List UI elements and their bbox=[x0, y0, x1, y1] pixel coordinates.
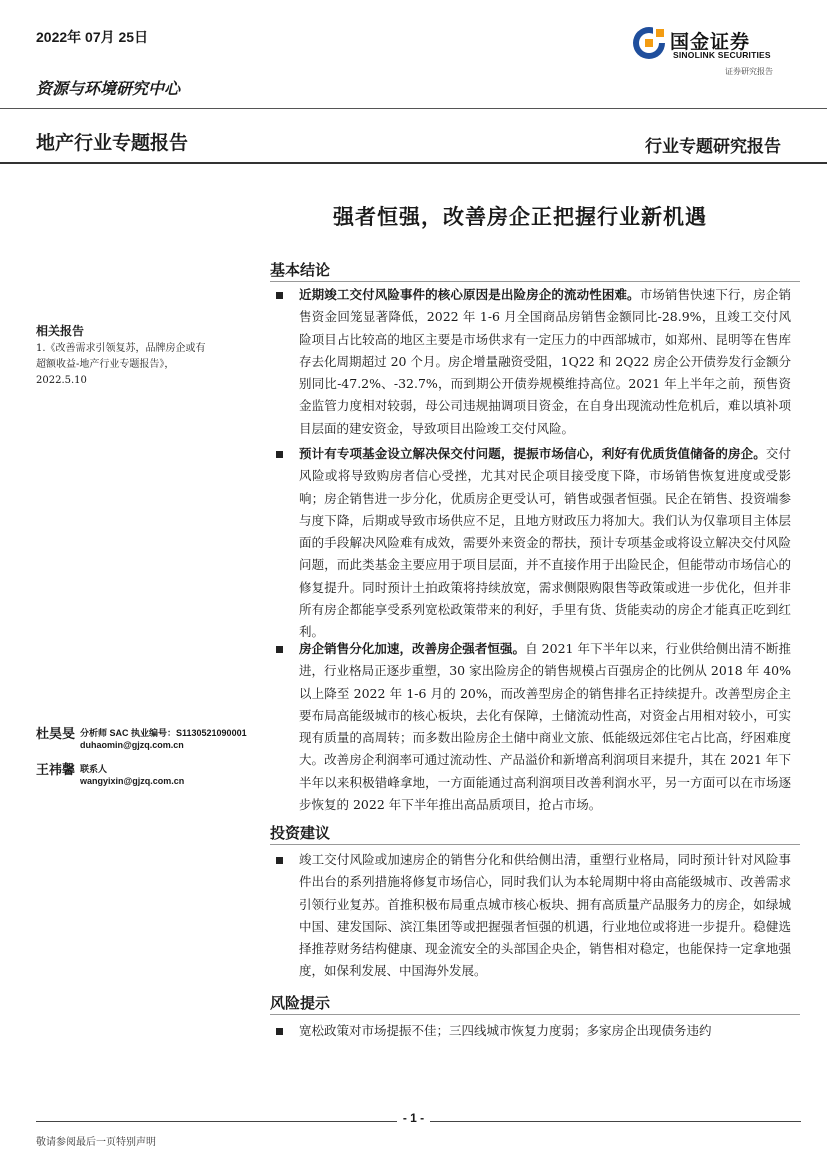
investment-paragraph: 竣工交付风险或加速房企的销售分化和供给侧出清，重塑行业格局，同时预计针对风险事件出台的系列措施将修复市场信心，同时我们认为本轮周期中将由高能级城市、改善需求引领行业复苏。首推积极布局重点城市核心板块、拥有高质量产品服务力的房企，如绿城中国、建发国际、滨江集团等或把握强者恒强的机遇，行业地位或将进一步提升。稳健选择推荐财务结构健康、现金流安全的头部国企央企，销售相对稳定，也能保持一定拿地强度，如保利发展、中国海外发展。 bbox=[299, 852, 791, 979]
report-subtype: 行业专题研究报告 bbox=[645, 137, 781, 157]
bullet-icon bbox=[276, 451, 283, 458]
footer-disclaimer: 敬请参阅最后一页特别声明 bbox=[36, 1137, 156, 1148]
related-report-link[interactable]: 1.《改善需求引领复苏，品牌房企或有超额收益-地产行业专题报告》，2022.5.10 bbox=[36, 343, 206, 386]
investment-heading: 投资建议 bbox=[270, 824, 331, 842]
header-divider bbox=[0, 108, 827, 109]
analyst-name: 杜昊旻 bbox=[36, 727, 76, 742]
bullet-icon bbox=[276, 1028, 283, 1035]
header-rule bbox=[0, 162, 827, 164]
logo-name-cn: 国金证券 bbox=[670, 32, 751, 53]
bullet-icon bbox=[276, 646, 283, 653]
research-center: 资源与环境研究中心 bbox=[36, 79, 181, 98]
conclusion-body: 自 2021 年下半年以来，行业供给侧出清不断推进，行业格局正逐步重塑，30 家出险房企的销售规模占百强房企的比例从 2018 年 40%以上降至 2022 年 1-6 月的 20%，而改善型房企的销售排名正持续提升。改善型房企主要布局高能级城市的核心板块，去化有保障，土储流动性高，对资金占用相对较小，可实现有质量的高周转；而多数出险房企土储中商业文旅、低能级远郊住宅占比高，纾困难度大。改善房企利润率可通过流动性、产品溢价和新增高利润项目来提升，其在 2021 年下半年以来积极错峰拿地，一方面能通过高利润项目改善利润水平，另一方面可以在市场逐步恢复的 2022 年下半年推出高品质项目，抢占市场。 bbox=[299, 641, 791, 813]
analyst-role: 联系人 bbox=[80, 764, 108, 774]
page-number: - 1 - bbox=[397, 1111, 430, 1125]
bullet-icon bbox=[276, 857, 283, 864]
conclusion-lead: 近期竣工交付风险事件的核心原因是出险房企的流动性困难。 bbox=[299, 287, 640, 302]
risk-paragraph: 宽松政策对市场提振不佳；三四线城市恢复力度弱；多家房企出现债务违约 bbox=[299, 1023, 712, 1038]
analyst-role: 分析师 SAC 执业编号：S1130521090001 bbox=[80, 728, 247, 738]
logo-name-en: SINOLINK SECURITIES bbox=[673, 50, 771, 60]
conclusion-paragraph bbox=[299, 638, 791, 816]
report-type: 地产行业专题报告 bbox=[36, 133, 189, 154]
analyst-email[interactable]: wangyixin@gjzq.com.cn bbox=[80, 776, 185, 786]
conclusion-body: 交付风险或将导致购房者信心受挫，尤其对民企项目接受度下降，市场销售恢复进度或受影响；房企销售进一步分化，优质房企更受认可，销售或强者恒强。民企在销售、投资端参与度下降，后期或导致市场供应不足，且地方财政压力将加大。我们认为仅靠项目主体层面的手段解决风险难有成效，需要外来资金的帮扶，预计专项基金或将设立解决交付风险问题，而此类基金主要应用于项目层面，并不直接作用于出险民企，但能带动市场信心的修复提升。同时预计土拍政策将持续放宽，需求侧限购限售等政策或进一步优化，但并非所有房企都能享受系列宽松政策带来的利好，手里有货、货能卖动的房企才能真正吃到红利。 bbox=[299, 446, 791, 640]
risk-heading: 风险提示 bbox=[270, 994, 331, 1012]
analyst-email[interactable]: duhaomin@gjzq.com.cn bbox=[80, 740, 184, 750]
section-divider bbox=[270, 844, 800, 845]
conclusion-heading: 基本结论 bbox=[270, 261, 331, 279]
report-date: 2022年 07月 25日 bbox=[36, 29, 149, 45]
analyst-name: 王祎馨 bbox=[36, 763, 76, 778]
page-number-wrap bbox=[0, 1111, 827, 1125]
conclusion-body: 市场销售快速下行，房企销售资金回笼显著降低，2022 年 1-6 月全国商品房销售金额同比-28.9%，且竣工交付风险项目占比较高的地区主要是市场供求有一定压力的中西部城市，如郑州、昆明等在售库存去化周期超过 20 个月。房企增量融资受阻，1Q22 和 2Q22 房企公开债券发行金额分别同比-47.2%、-32.7%，而到期公开债券规模维持高位。2021 年上半年之前，预售资金监管力度相对较弱，母公司违规抽调项目资金，在自身出现流动性危机后，难以填补项目层面的建安资金，导致项目出险竣工交付风险。 bbox=[299, 287, 791, 436]
report-title: 强者恒强，改善房企正把握行业新机遇 bbox=[333, 204, 707, 229]
section-divider bbox=[270, 1014, 800, 1015]
logo-subtitle: 证券研究报告 bbox=[725, 67, 773, 76]
related-reports-title: 相关报告 bbox=[36, 324, 85, 338]
conclusion-lead: 预计有专项基金设立解决保交付问题，提振市场信心，利好有优质货值储备的房企。 bbox=[299, 446, 766, 461]
conclusion-paragraph bbox=[299, 284, 791, 440]
sinolink-logo-icon bbox=[632, 26, 666, 60]
conclusion-paragraph bbox=[299, 443, 791, 644]
section-divider bbox=[270, 281, 800, 282]
conclusion-lead: 房企销售分化加速，改善房企强者恒强。 bbox=[299, 641, 526, 656]
bullet-icon bbox=[276, 292, 283, 299]
